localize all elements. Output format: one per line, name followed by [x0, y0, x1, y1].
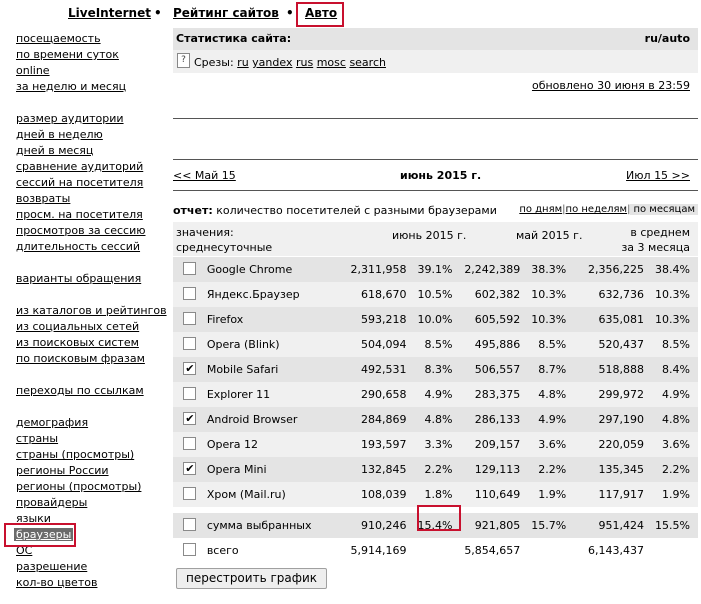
slice-yandex-link[interactable]: yandex: [252, 56, 293, 69]
sidebar-item[interactable]: регионы России: [16, 464, 109, 477]
sidebar-item[interactable]: посещаемость: [16, 32, 101, 45]
slice-ru-link[interactable]: ru: [237, 56, 249, 69]
sidebar-item[interactable]: дней в месяц: [16, 144, 94, 157]
sidebar-item[interactable]: демография: [16, 416, 89, 429]
table-row: [173, 257, 698, 282]
table-row: [173, 513, 698, 538]
nav-separator: •: [286, 6, 294, 20]
percent-cell: 38.3%: [520, 257, 566, 282]
slice-search-link[interactable]: search: [349, 56, 386, 69]
value-cell: 193,597: [331, 432, 407, 457]
sidebar-item[interactable]: из поисковых систем: [16, 336, 139, 349]
sidebar-item[interactable]: размер аудитории: [16, 112, 124, 125]
nav-liveinternet-link[interactable]: LiveInternet: [68, 6, 151, 20]
percent-cell: 8.7%: [520, 357, 566, 382]
sidebar-item[interactable]: за неделю и месяц: [16, 80, 127, 93]
percent-cell: 4.8%: [407, 407, 453, 432]
checkbox-cell: [173, 482, 207, 507]
checkbox-cell: [173, 382, 207, 407]
value-cell: 605,592: [452, 307, 520, 332]
browser-name: сумма выбранных: [207, 513, 331, 538]
table-row: [173, 332, 698, 357]
value-cell: 951,424: [566, 513, 644, 538]
june-column-header: июнь 2015 г.: [392, 229, 467, 242]
percent-cell: 4.9%: [520, 407, 566, 432]
sidebar-item[interactable]: провайдеры: [16, 496, 88, 509]
value-cell: 2,242,389: [452, 257, 520, 282]
percent-cell: 2.2%: [520, 457, 566, 482]
checkbox[interactable]: [183, 518, 196, 531]
value-cell: 290,658: [331, 382, 407, 407]
site-name: ru/auto: [644, 32, 690, 45]
percent-cell: [644, 538, 698, 563]
checkbox-checked[interactable]: ✔: [185, 362, 195, 376]
percent-cell: 8.5%: [644, 332, 698, 357]
sidebar-item[interactable]: сессий на посетителя: [16, 176, 144, 189]
sidebar-item[interactable]: возвраты: [16, 192, 71, 205]
browser-name: Opera 12: [207, 432, 331, 457]
percent-cell: [520, 538, 566, 563]
browser-name: Opera Mini: [207, 457, 331, 482]
checkbox-cell: [173, 332, 207, 357]
table-row: [173, 457, 698, 482]
value-cell: 286,133: [452, 407, 520, 432]
current-month: июнь 2015 г.: [400, 169, 482, 182]
value-cell: 108,039: [331, 482, 407, 507]
percent-cell: 2.2%: [407, 457, 453, 482]
browser-name: Explorer 11: [207, 382, 331, 407]
percent-cell: 3.3%: [407, 432, 453, 457]
table-row: [173, 382, 698, 407]
period-weeks-link[interactable]: по неделям: [565, 204, 628, 215]
percent-cell: 8.3%: [407, 357, 453, 382]
browser-name: Mobile Safari: [207, 357, 331, 382]
value-cell: 209,157: [452, 432, 520, 457]
sidebar-item[interactable]: страны (просмотры): [16, 448, 135, 461]
table-header: [173, 222, 698, 256]
percent-cell: 3.6%: [520, 432, 566, 457]
checkbox-cell: [173, 307, 207, 332]
percent-cell: 4.8%: [520, 382, 566, 407]
value-cell: 602,382: [452, 282, 520, 307]
value-cell: 129,113: [452, 457, 520, 482]
percent-cell: 10.3%: [520, 282, 566, 307]
sidebar-item[interactable]: разрешение: [16, 560, 88, 573]
value-cell: 635,081: [566, 307, 644, 332]
percent-cell: 39.1%: [407, 257, 453, 282]
percent-cell: 38.4%: [644, 257, 698, 282]
period-days-link[interactable]: по дням: [519, 204, 563, 215]
browser-name: Google Chrome: [207, 257, 331, 282]
value-cell: 6,143,437: [566, 538, 644, 563]
rebuild-chart-button[interactable]: перестроить график: [176, 568, 327, 589]
sidebar-item[interactable]: по времени суток: [16, 48, 119, 61]
percent-cell: 4.8%: [644, 407, 698, 432]
prev-month-link[interactable]: << Май 15: [173, 169, 236, 182]
next-month-link[interactable]: Июл 15 >>: [626, 169, 690, 182]
checkbox-cell: [173, 538, 207, 563]
checkbox-cell: [173, 432, 207, 457]
report-text: количество посетителей с разными браузерами: [216, 204, 497, 217]
value-cell: 632,736: [566, 282, 644, 307]
value-cell: 297,190: [566, 407, 644, 432]
table-row: [173, 307, 698, 332]
slices-label-line: [194, 56, 386, 69]
percent-cell: 15.4%: [407, 513, 453, 538]
average-column-header: [621, 225, 690, 255]
value-cell: 593,218: [331, 307, 407, 332]
percent-cell: 10.3%: [644, 307, 698, 332]
sidebar-item[interactable]: страны: [16, 432, 59, 445]
value-cell: 506,557: [452, 357, 520, 382]
checkbox-cell: [173, 407, 207, 432]
value-cell: 283,375: [452, 382, 520, 407]
period-months-selected[interactable]: по месяцам: [630, 204, 698, 215]
percent-cell: 8.4%: [644, 357, 698, 382]
sidebar-item[interactable]: переходы по ссылкам: [16, 384, 144, 397]
table-row: [173, 282, 698, 307]
percent-cell: 1.8%: [407, 482, 453, 507]
percent-cell: 10.5%: [407, 282, 453, 307]
updated-link[interactable]: обновлено 30 июня в 23:59: [531, 79, 690, 92]
value-cell: 220,059: [566, 432, 644, 457]
value-cell: 284,869: [331, 407, 407, 432]
stats-title: Статистика сайта:: [176, 32, 292, 45]
value-cell: 135,345: [566, 457, 644, 482]
percent-cell: [407, 538, 453, 563]
divider: [173, 159, 698, 160]
checkbox[interactable]: [183, 287, 196, 300]
value-cell: 492,531: [331, 357, 407, 382]
checkbox[interactable]: [183, 262, 196, 275]
slice-rus-link[interactable]: rus: [295, 56, 314, 69]
checkbox[interactable]: [183, 487, 196, 500]
checkbox-cell: [173, 257, 207, 282]
percent-cell: 10.3%: [520, 307, 566, 332]
table-row: [173, 432, 698, 457]
value-cell: 299,972: [566, 382, 644, 407]
table-row: [173, 482, 698, 507]
percent-cell: 8.5%: [520, 332, 566, 357]
browser-name: Яндекс.Браузер: [207, 282, 331, 307]
checkbox-cell: [173, 457, 207, 482]
sidebar-item[interactable]: из социальных сетей: [16, 320, 140, 333]
values-header-line1: значения:: [176, 226, 234, 239]
sidebar-item[interactable]: сравнение аудиторий: [16, 160, 144, 173]
percent-cell: 2.2%: [644, 457, 698, 482]
divider: [173, 118, 698, 119]
sidebar-item[interactable]: варианты обращения: [16, 272, 142, 285]
nav-separator: •: [154, 6, 162, 20]
checkbox-checked[interactable]: ✔: [185, 412, 195, 426]
value-cell: 618,670: [331, 282, 407, 307]
checkbox[interactable]: [183, 387, 196, 400]
checkbox[interactable]: [183, 337, 196, 350]
sidebar-item[interactable]: кол-во цветов: [16, 576, 98, 589]
sidebar-item[interactable]: регионы (просмотры): [16, 480, 142, 493]
sidebar-item[interactable]: просм. на посетителя: [16, 208, 143, 221]
value-cell: 117,917: [566, 482, 644, 507]
browser-table: [173, 257, 698, 563]
period-separator: |: [562, 204, 566, 215]
month-navigation: [173, 162, 698, 184]
average-header-line1: в среднем: [630, 226, 690, 239]
values-header-line2: среднесуточные: [176, 241, 273, 254]
report-title: [173, 204, 497, 217]
value-cell: 504,094: [331, 332, 407, 357]
value-cell: 132,845: [331, 457, 407, 482]
divider: [173, 190, 698, 191]
stats-header: [173, 28, 698, 50]
period-switcher: [519, 204, 698, 215]
percent-cell: 3.6%: [644, 432, 698, 457]
percent-cell: 15.7%: [520, 513, 566, 538]
percent-cell: 10.3%: [644, 282, 698, 307]
table-row: [173, 357, 698, 382]
value-cell: 2,356,225: [566, 257, 644, 282]
percent-cell: 1.9%: [520, 482, 566, 507]
values-header: [176, 225, 272, 255]
browser-name: Хром (Mail.ru): [207, 482, 331, 507]
sidebar-item[interactable]: ОС: [16, 544, 33, 557]
browser-name: Android Browser: [207, 407, 331, 432]
sidebar-item[interactable]: длительность сессий: [16, 240, 141, 253]
table-row: [173, 407, 698, 432]
value-cell: 110,649: [452, 482, 520, 507]
percent-cell: 8.5%: [407, 332, 453, 357]
nav-auto-link[interactable]: Авто: [305, 6, 338, 20]
checkbox[interactable]: [183, 312, 196, 325]
sidebar-item[interactable]: online: [16, 64, 50, 77]
percent-cell: 10.0%: [407, 307, 453, 332]
sidebar-item[interactable]: просмотров за сессию: [16, 224, 146, 237]
browser-name: Opera (Blink): [207, 332, 331, 357]
may-column-header: май 2015 г.: [516, 229, 583, 242]
checkbox-cell: [173, 282, 207, 307]
checkbox-cell: [173, 357, 207, 382]
percent-cell: 15.5%: [644, 513, 698, 538]
help-icon[interactable]: ?: [177, 53, 190, 68]
value-cell: 2,311,958: [331, 257, 407, 282]
sidebar-item[interactable]: по поисковым фразам: [16, 352, 145, 365]
value-cell: 495,886: [452, 332, 520, 357]
slices-bar: [173, 50, 698, 73]
checkbox[interactable]: [183, 543, 196, 556]
percent-cell: 4.9%: [644, 382, 698, 407]
percent-cell: 4.9%: [407, 382, 453, 407]
sidebar-item[interactable]: языки: [16, 512, 51, 525]
browser-name: Firefox: [207, 307, 331, 332]
sidebar-item[interactable]: браузеры: [16, 528, 72, 541]
value-cell: 910,246: [331, 513, 407, 538]
value-cell: 518,888: [566, 357, 644, 382]
sidebar-item[interactable]: из каталогов и рейтингов: [16, 304, 167, 317]
report-label: отчет:: [173, 204, 213, 217]
checkbox[interactable]: [183, 437, 196, 450]
checkbox-checked[interactable]: ✔: [185, 462, 195, 476]
slice-mosc-link[interactable]: mosc: [316, 56, 346, 69]
percent-cell: 1.9%: [644, 482, 698, 507]
period-separator: |: [627, 204, 631, 215]
value-cell: 5,914,169: [331, 538, 407, 563]
value-cell: 5,854,657: [452, 538, 520, 563]
sidebar-item[interactable]: дней в неделю: [16, 128, 103, 141]
checkbox-cell: [173, 513, 207, 538]
average-header-line2: за 3 месяца: [621, 241, 690, 254]
value-cell: 921,805: [452, 513, 520, 538]
slices-label: Срезы:: [194, 56, 234, 69]
value-cell: 520,437: [566, 332, 644, 357]
browser-name: всего: [207, 538, 331, 563]
table-row: [173, 538, 698, 563]
top-navigation: [0, 6, 701, 26]
nav-rating-link[interactable]: Рейтинг сайтов: [173, 6, 279, 20]
